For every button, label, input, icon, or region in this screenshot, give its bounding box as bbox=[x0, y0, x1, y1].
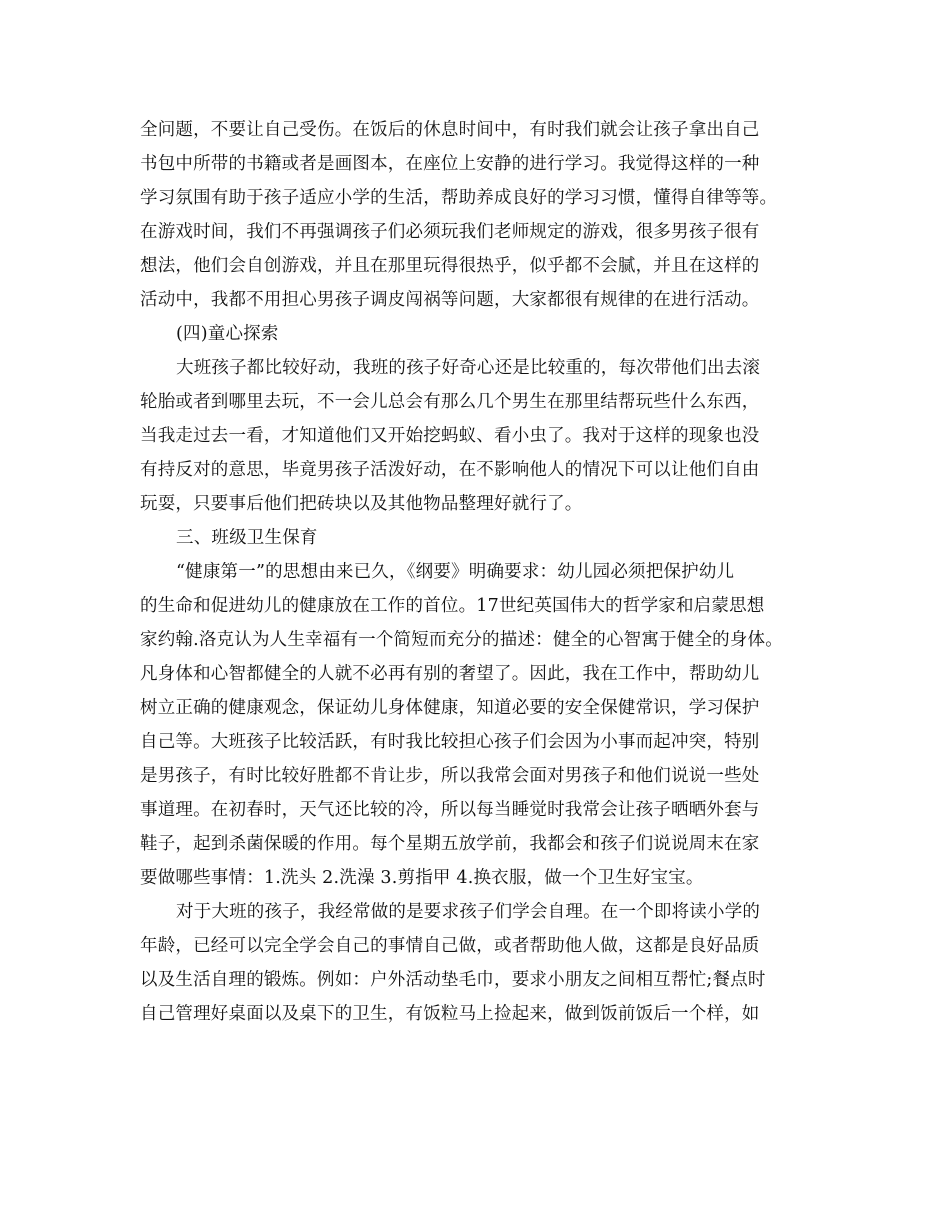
text-line: 以及生活自理的锻炼。例如：户外活动垫毛巾，要求小朋友之间相互帮忙;餐点时 bbox=[140, 970, 766, 990]
text-line: 想法，他们会自创游戏，并且在那里玩得很热乎，似乎都不会腻，并且在这样的 bbox=[140, 256, 760, 276]
section-heading: 三、班级卫生保育 bbox=[176, 528, 318, 548]
text-line: 凡身体和心智都健全的人就不必再有别的奢望了。因此，我在工作中，帮助幼儿 bbox=[140, 664, 760, 684]
text-line: 大班孩子都比较好动，我班的孩子好奇心还是比较重的，每次带他们出去滚 bbox=[176, 358, 761, 378]
text-line: 有持反对的意思，毕竟男孩子活泼好动，在不影响他人的情况下可以让他们自由 bbox=[140, 460, 760, 480]
text-line: 书包中所带的书籍或者是画图本，在座位上安静的进行学习。我觉得这样的一种 bbox=[140, 154, 760, 174]
text-line: “健康第一”的思想由来已久，《纲要》明确要求：幼儿园必须把保护幼儿 bbox=[176, 562, 735, 582]
text-line: 要做哪些事情：1.洗头 2.洗澡 3.剪指甲 4.换衣服，做一个卫生好宝宝。 bbox=[140, 868, 704, 888]
text-line: 自己等。大班孩子比较活跃，有时我比较担心孩子们会因为小事而起冲突，特别 bbox=[140, 732, 760, 752]
text-line: 事道理。在初春时，天气还比较的冷，所以每当睡觉时我常会让孩子晒晒外套与 bbox=[140, 800, 760, 820]
text-line: 对于大班的孩子，我经常做的是要求孩子们学会自理。在一个即将读小学的 bbox=[176, 902, 761, 922]
text-line: 家约翰.洛克认为人生幸福有一个简短而充分的描述：健全的心智寓于健全的身体。 bbox=[140, 630, 783, 650]
text-line: 是男孩子，有时比较好胜都不肯让步，所以我常会面对男孩子和他们说说一些处 bbox=[140, 766, 760, 786]
text-line: 的生命和促进幼儿的健康放在工作的首位。17世纪英国伟大的哲学家和启蒙思想 bbox=[140, 596, 765, 616]
text-line: 在游戏时间，我们不再强调孩子们必须玩我们老师规定的游戏，很多男孩子很有 bbox=[140, 222, 760, 242]
text-line: 树立正确的健康观念，保证幼儿身体健康，知道必要的安全保健常识，学习保护 bbox=[140, 698, 760, 718]
text-line: 当我走过去一看，才知道他们又开始挖蚂蚁、看小虫了。我对于这样的现象也没 bbox=[140, 426, 760, 446]
text-line: 年龄，已经可以完全学会自己的事情自己做，或者帮助他人做，这都是良好品质 bbox=[140, 936, 760, 956]
text-line: 全问题，不要让自己受伤。在饭后的休息时间中，有时我们就会让孩子拿出自己 bbox=[140, 120, 760, 140]
text-line: 玩耍，只要事后他们把砖块以及其他物品整理好就行了。 bbox=[140, 494, 583, 514]
text-line: 活动中，我都不用担心男孩子调皮闯祸等问题，大家都很有规律的在进行活动。 bbox=[140, 290, 760, 310]
text-line: 自己管理好桌面以及桌下的卫生，有饭粒马上捡起来，做到饭前饭后一个样，如 bbox=[140, 1004, 760, 1024]
text-line: 鞋子，起到杀菌保暖的作用。每个星期五放学前，我都会和孩子们说说周末在家 bbox=[140, 834, 760, 854]
section-heading: (四)童心探索 bbox=[176, 324, 279, 344]
text-line: 学习氛围有助于孩子适应小学的生活，帮助养成良好的学习习惯，懂得自律等等。 bbox=[140, 188, 778, 208]
text-line: 轮胎或者到哪里去玩，不一会儿总会有那么几个男生在那里结帮玩些什么东西， bbox=[140, 392, 760, 412]
